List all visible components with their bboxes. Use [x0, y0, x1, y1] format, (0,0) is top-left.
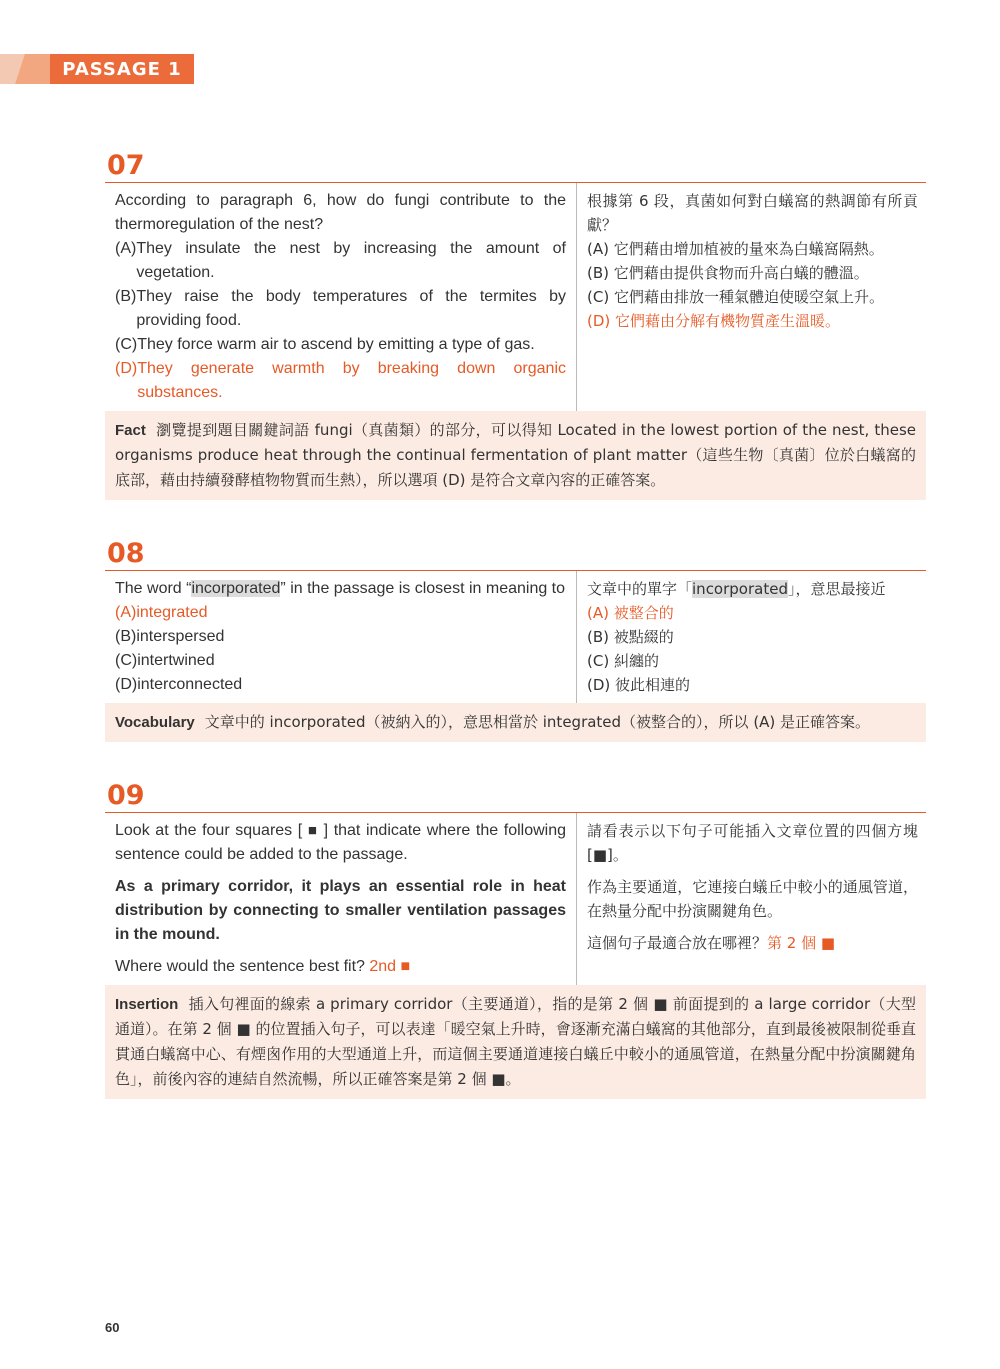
- explanation-text: 文章中的 incorporated（被納入的），意思相當於 integrated（被整合的），所以 (A) 是正確答案。: [204, 713, 871, 731]
- option-a: (A) They insulate the nest by increasing the amount of vegetation.: [115, 240, 566, 281]
- page-number: 60: [105, 1320, 120, 1335]
- option-a-zh-correct: (A) 被整合的: [587, 604, 674, 622]
- option-d-zh-correct: (D) 它們藉由分解有機物質產生溫暖。: [587, 312, 841, 330]
- question-08: [105, 540, 926, 742]
- option-c: (C) They force warm air to ascend by emitting a type of gas.: [115, 336, 535, 353]
- explanation-text: 瀏覽提到題目關鍵詞語 fungi（真菌類）的部分，可以得知 Located in the lowest portion of the nest, these organisms produce heat through the continual fermentation of plant matter（這些生物〔真菌〕位於白蟻窩的底部，藉由持續發酵植物物質而生熱），所以選項 (D) 是符合文章內容的正確答案。: [115, 421, 916, 489]
- question-number: 07: [105, 152, 926, 183]
- chinese-column: [577, 813, 926, 985]
- option-b-zh: (B) 它們藉由提供食物而升高白蟻的體溫。: [587, 264, 869, 282]
- english-column: [105, 183, 577, 411]
- question-body: [105, 571, 926, 703]
- explanation-tag: Insertion: [115, 996, 179, 1013]
- highlighted-word-zh: incorporated: [692, 580, 788, 598]
- option-d: (D) interconnected: [115, 676, 243, 693]
- option-b: (B) interspersed: [115, 628, 225, 645]
- question-stem: Look at the four squares [ ■ ] that indicate where the following sentence could be added to the passage.: [115, 822, 567, 863]
- option-a-correct: (A) integrated: [115, 604, 208, 621]
- english-column: [105, 571, 577, 703]
- question-stem: The word “incorporated” in the passage is closest in meaning to: [115, 580, 566, 597]
- option-c: (C) intertwined: [115, 652, 215, 669]
- option-a-zh: (A) 它們藉由增加植被的量來為白蟻窩隔熱。: [587, 240, 884, 258]
- passage-label: PASSAGE 1: [50, 54, 194, 84]
- insert-sentence: As a primary corridor, it plays an essential role in heat distribution by connecting to smaller ventilation passages in the mound.: [115, 878, 566, 943]
- chinese-column: [577, 571, 926, 703]
- question-prompt-zh: 這個句子最適合放在哪裡？第 2 個 ■: [587, 934, 836, 952]
- question-07: [105, 152, 926, 500]
- square-marker-icon: ■: [307, 822, 319, 839]
- explanation-tag: Fact: [115, 422, 146, 439]
- question-body: [105, 813, 926, 985]
- question-stem-zh: 請看表示以下句子可能插入文章位置的四個方塊 [■]。: [587, 822, 918, 864]
- question-09: [105, 782, 926, 1099]
- explanation-text: 插入句裡面的線索 a primary corridor（主要通道），指的是第 2 個 ■ 前面提到的 a large corridor（大型通道）。在第 2 個 ■ 的位置插入句子，可以表達「暖空氣上升時，會逐漸充滿白蟻窩的其他部分，直到最後被限制從垂直貫通白蟻窩中心、有煙囪作用的大型通道上升，而這個主要通道連接白蟻丘中較小的通風管道，在熱量分配中扮演關鍵角色」，前後內容的連結自然流暢，所以正確答案是第 2 個 ■。: [115, 995, 916, 1088]
- explanation-tag: Vocabulary: [115, 714, 195, 731]
- question-stem: According to paragraph 6, how do fungi contribute to the thermoregulation of the nest?: [115, 192, 566, 233]
- answer: 2nd ■: [369, 958, 411, 975]
- explanation-box: [105, 703, 926, 742]
- highlighted-word: incorporated: [191, 580, 281, 597]
- chinese-column: [577, 183, 926, 411]
- explanation-box: [105, 411, 926, 500]
- answer-zh: 第 2 個 ■: [767, 934, 836, 952]
- question-number: 09: [105, 782, 926, 813]
- option-c-zh: (C) 它們藉由排放一種氣體迫使暖空氣上升。: [587, 288, 884, 306]
- explanation-box: [105, 985, 926, 1099]
- question-body: [105, 183, 926, 411]
- option-d-correct: (D) They generate warmth by breaking down organic substances.: [115, 360, 566, 401]
- option-c-zh: (C) 糾纏的: [587, 652, 659, 670]
- question-prompt: Where would the sentence best fit? 2nd ■: [115, 958, 411, 975]
- option-b: (B) They raise the body temperatures of the termites by providing food.: [115, 288, 566, 329]
- question-stem-zh: 根據第 6 段，真菌如何對白蟻窩的熱調節有所貢獻？: [587, 192, 918, 234]
- insert-sentence-zh: 作為主要通道，它連接白蟻丘中較小的通風管道，在熱量分配中扮演關鍵角色。: [587, 878, 918, 920]
- english-column: [105, 813, 577, 985]
- question-number: 08: [105, 540, 926, 571]
- option-d-zh: (D) 彼此相連的: [587, 676, 691, 694]
- option-b-zh: (B) 被點綴的: [587, 628, 674, 646]
- question-stem-zh: 文章中的單字「incorporated」，意思最接近: [587, 580, 886, 598]
